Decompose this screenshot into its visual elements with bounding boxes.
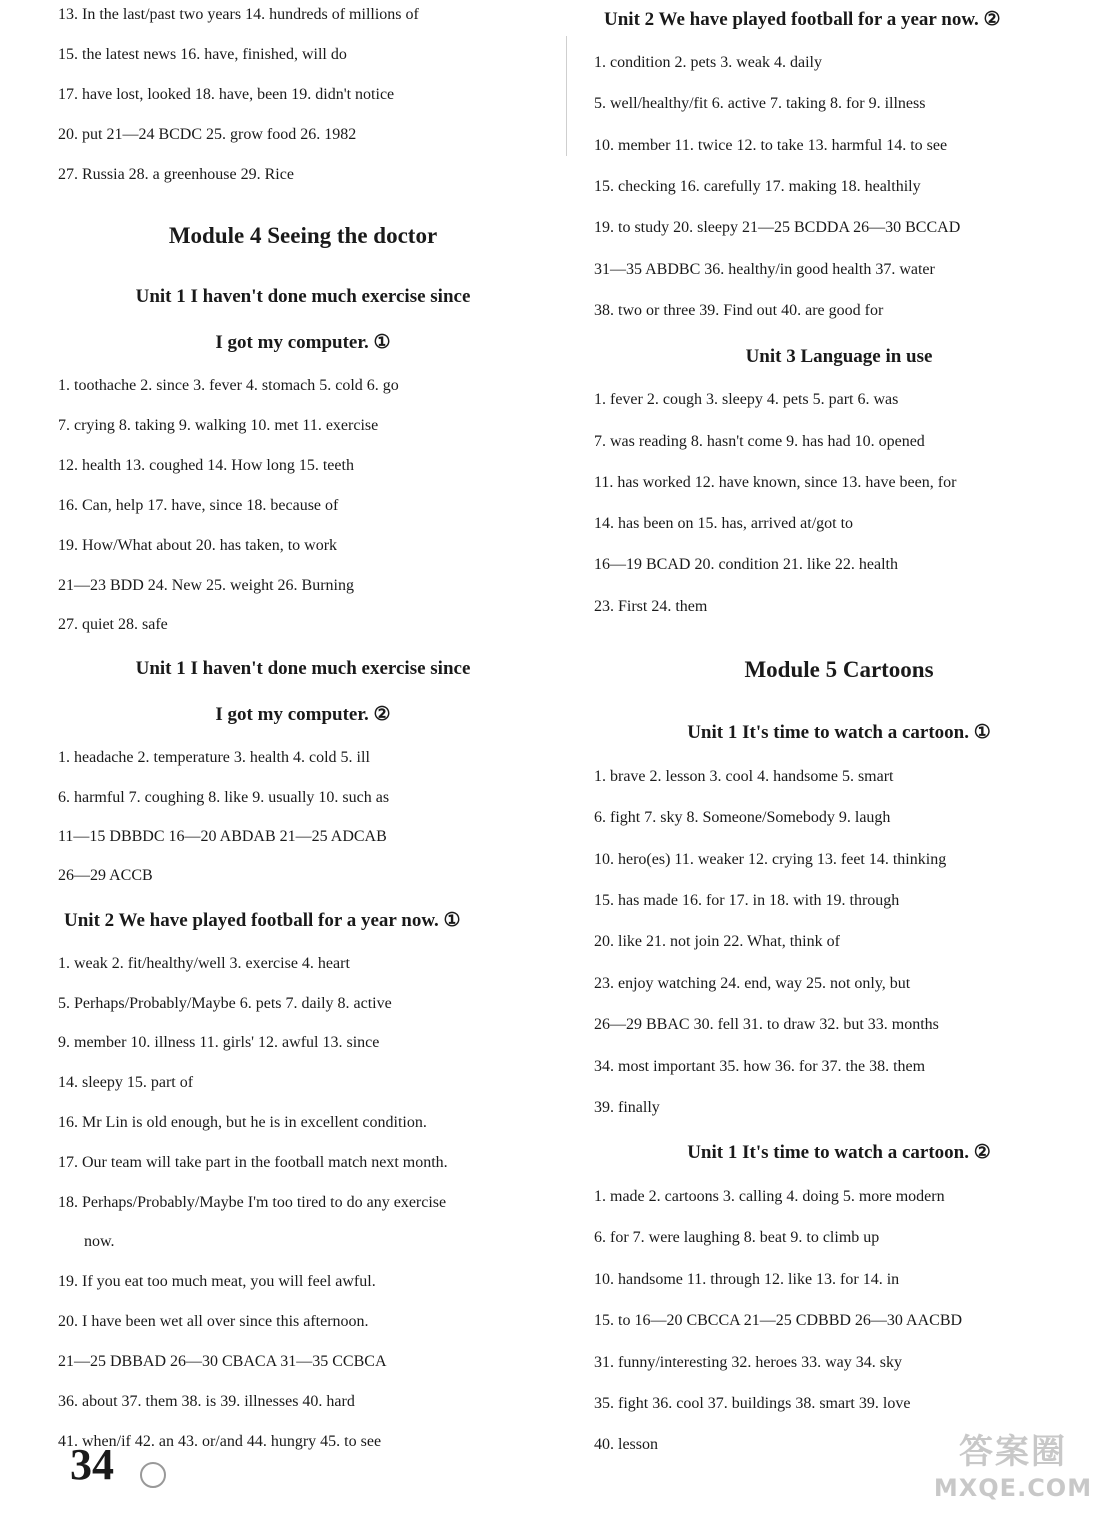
answer-line: 35. fight 36. cool 37. buildings 38. smart 39. love (594, 1395, 911, 1412)
answer-line: 7. was reading 8. hasn't come 9. has had 10. opened (594, 433, 925, 450)
answer-line: 1. fever 2. cough 3. sleepy 4. pets 5. part 6. was (594, 391, 899, 408)
answer-line: 17. have lost, looked 18. have, been 19. didn't notice (58, 86, 395, 103)
answer-line: 6. fight 7. sky 8. Someone/Somebody 9. laugh (594, 809, 891, 826)
column-divider (566, 36, 567, 156)
answer-line: 34. most important 35. how 36. for 37. the 38. them (594, 1058, 926, 1075)
answer-line: 6. harmful 7. coughing 8. like 9. usually 10. such as (58, 789, 390, 806)
answer-line: 15. has made 16. for 17. in 18. with 19. through (594, 892, 900, 909)
answer-line: 16. Can, help 17. have, since 18. because of (58, 497, 339, 514)
unit-title: I got my computer. ② (215, 704, 391, 725)
answer-line: 6. for 7. were laughing 8. beat 9. to climb up (594, 1229, 880, 1246)
answer-line: 7. crying 8. taking 9. walking 10. met 11. exercise (58, 417, 379, 434)
answer-line: 5. well/healthy/fit 6. active 7. taking 8. for 9. illness (594, 95, 926, 112)
answer-line: 15. the latest news 16. have, finished, will do (58, 46, 347, 63)
answer-line: 16. Mr Lin is old enough, but he is in excellent condition. (58, 1114, 427, 1131)
answer-line: 40. lesson (594, 1436, 658, 1453)
answer-line: now. (84, 1233, 115, 1250)
page-number: 34 (70, 1440, 114, 1489)
unit-title: Unit 1 I haven't done much exercise since (135, 286, 471, 307)
answer-line: 21—25 DBBAD 26—30 CBACA 31—35 CCBCA (58, 1353, 387, 1370)
answer-line: 39. finally (594, 1099, 660, 1116)
answer-line: 1. headache 2. temperature 3. health 4. cold 5. ill (58, 749, 370, 766)
answer-line: 20. like 21. not join 22. What, think of (594, 933, 840, 950)
answer-line: 15. checking 16. carefully 17. making 18. healthily (594, 178, 921, 195)
answer-line: 20. put 21—24 BCDC 25. grow food 26. 1982 (58, 126, 357, 143)
answer-line: 26—29 BBAC 30. fell 31. to draw 32. but 33. months (594, 1016, 939, 1033)
answer-line: 16—19 BCAD 20. condition 21. like 22. health (594, 556, 898, 573)
site-watermark (928, 1430, 1098, 1502)
answer-line: 13. In the last/past two years 14. hundreds of millions of (58, 6, 419, 23)
answer-line: 1. weak 2. fit/healthy/well 3. exercise 4. heart (58, 955, 350, 972)
answer-line: 19. to study 20. sleepy 21—25 BCDDA 26—30 BCCAD (594, 219, 961, 236)
answer-line: 1. brave 2. lesson 3. cool 4. handsome 5. smart (594, 768, 894, 785)
unit-title: I got my computer. ① (215, 332, 391, 353)
watermark-logo-text: 答案圈 (959, 1432, 1067, 1472)
unit-title: Unit 2 We have played football for a year now. ① (64, 910, 461, 931)
answer-line: 17. Our team will take part in the football match next month. (58, 1154, 448, 1171)
answer-line: 1. made 2. cartoons 3. calling 4. doing 5. more modern (594, 1188, 945, 1205)
unit-title: Unit 3 Language in use (745, 346, 933, 367)
answer-line: 11—15 DBBDC 16—20 ABDAB 21—25 ADCAB (58, 828, 387, 845)
answer-line: 10. hero(es) 11. weaker 12. crying 13. feet 14. thinking (594, 851, 947, 868)
answer-line: 27. quiet 28. safe (58, 616, 168, 633)
answer-line: 26—29 ACCB (58, 867, 153, 884)
answer-line: 19. How/What about 20. has taken, to work (58, 537, 338, 554)
answer-line: 18. Perhaps/Probably/Maybe I'm too tired to do any exercise (58, 1194, 447, 1211)
module-4-title: Module 4 Seeing the doctor (168, 223, 438, 248)
answer-line: 23. First 24. them (594, 598, 708, 615)
answer-line: 27. Russia 28. a greenhouse 29. Rice (58, 166, 294, 183)
answer-line: 36. about 37. them 38. is 39. illnesses 40. hard (58, 1393, 355, 1410)
answer-line: 10. member 11. twice 12. to take 13. harmful 14. to see (594, 137, 948, 154)
answer-line: 38. two or three 39. Find out 40. are good for (594, 302, 884, 319)
unit-title: Unit 1 I haven't done much exercise since (135, 658, 471, 679)
answer-line: 21—23 BDD 24. New 25. weight 26. Burning (58, 577, 354, 594)
unit-title: Unit 1 It's time to watch a cartoon. ② (687, 1142, 991, 1163)
answer-line: 15. to 16—20 CBCCA 21—25 CDBBD 26—30 AACBD (594, 1312, 963, 1329)
answer-line: 31—35 ABDBC 36. healthy/in good health 37. water (594, 261, 935, 278)
answer-line: 14. has been on 15. has, arrived at/got to (594, 515, 854, 532)
answer-line: 5. Perhaps/Probably/Maybe 6. pets 7. daily 8. active (58, 995, 392, 1012)
answer-line: 1. condition 2. pets 3. weak 4. daily (594, 54, 822, 71)
answer-line: 20. I have been wet all over since this afternoon. (58, 1313, 369, 1330)
answer-line: 14. sleepy 15. part of (58, 1074, 194, 1091)
answer-line: 1. toothache 2. since 3. fever 4. stomach 5. cold 6. go (58, 377, 399, 394)
unit-title: Unit 1 It's time to watch a cartoon. ① (687, 722, 991, 743)
unit-title: Unit 2 We have played football for a year now. ② (604, 9, 1001, 30)
answer-line: 9. member 10. illness 11. girls' 12. awful 13. since (58, 1034, 380, 1051)
answer-line: 10. handsome 11. through 12. like 13. for 14. in (594, 1271, 900, 1288)
module-5-title: Module 5 Cartoons (744, 657, 934, 682)
answer-line: 31. funny/interesting 32. heroes 33. way 34. sky (594, 1354, 902, 1371)
answer-line: 19. If you eat too much meat, you will feel awful. (58, 1273, 376, 1290)
answer-line: 12. health 13. coughed 14. How long 15. teeth (58, 457, 354, 474)
answer-line: 23. enjoy watching 24. end, way 25. not only, but (594, 975, 911, 992)
watermark-url: MXQE.COM (933, 1474, 1093, 1502)
answer-line: 11. has worked 12. have known, since 13. have been, for (594, 474, 957, 491)
answer-line: 41. when/if 42. an 43. or/and 44. hungry 45. to see (58, 1433, 382, 1450)
page-ornament-icon (140, 1462, 166, 1488)
